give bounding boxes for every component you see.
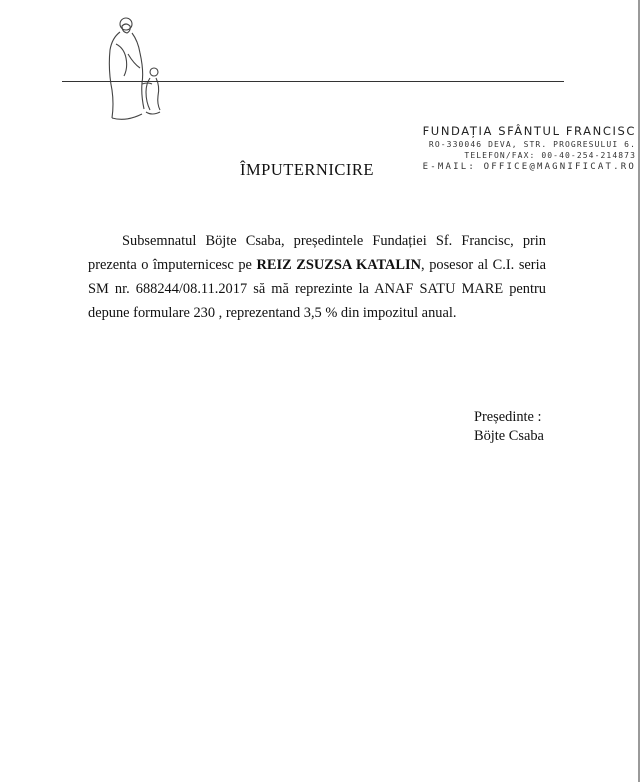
document-body <box>88 229 546 325</box>
signature-role: Președinte : <box>474 409 542 425</box>
document-title: ÎMPUTERNICIRE <box>240 160 374 179</box>
signature-block <box>474 408 544 446</box>
signature-name: Böjte Csaba <box>474 428 544 444</box>
organization-email: E-MAIL: OFFICE@MAGNIFICAT.RO <box>422 162 636 172</box>
saint-francis-logo <box>98 14 170 132</box>
header-rule <box>62 81 564 82</box>
representative-name: REIZ ZSUZSA KATALIN <box>256 257 422 273</box>
body-text-part2: , posesor al C.I. seria SM nr. 688244/08.11.2017 să mă reprezinte la ANAF SATU MARE pentru depune formulare 230 , reprezentand 3,5 % din impozitul anual. <box>88 257 546 321</box>
body-paragraph <box>88 229 546 325</box>
organization-address: RO-330046 DEVA, STR. PROGRESULUI 6. <box>428 140 636 149</box>
organization-name: FUNDAȚIA SFÂNTUL FRANCISC <box>422 124 636 138</box>
organization-phone: TELEFON/FAX: 00-40-254-214873 <box>464 151 636 160</box>
body-text-part1: Subsemnatul Böjte Csaba, președintele Fundației Sf. Francisc, prin prezenta o împuternicesc pe <box>88 233 546 273</box>
